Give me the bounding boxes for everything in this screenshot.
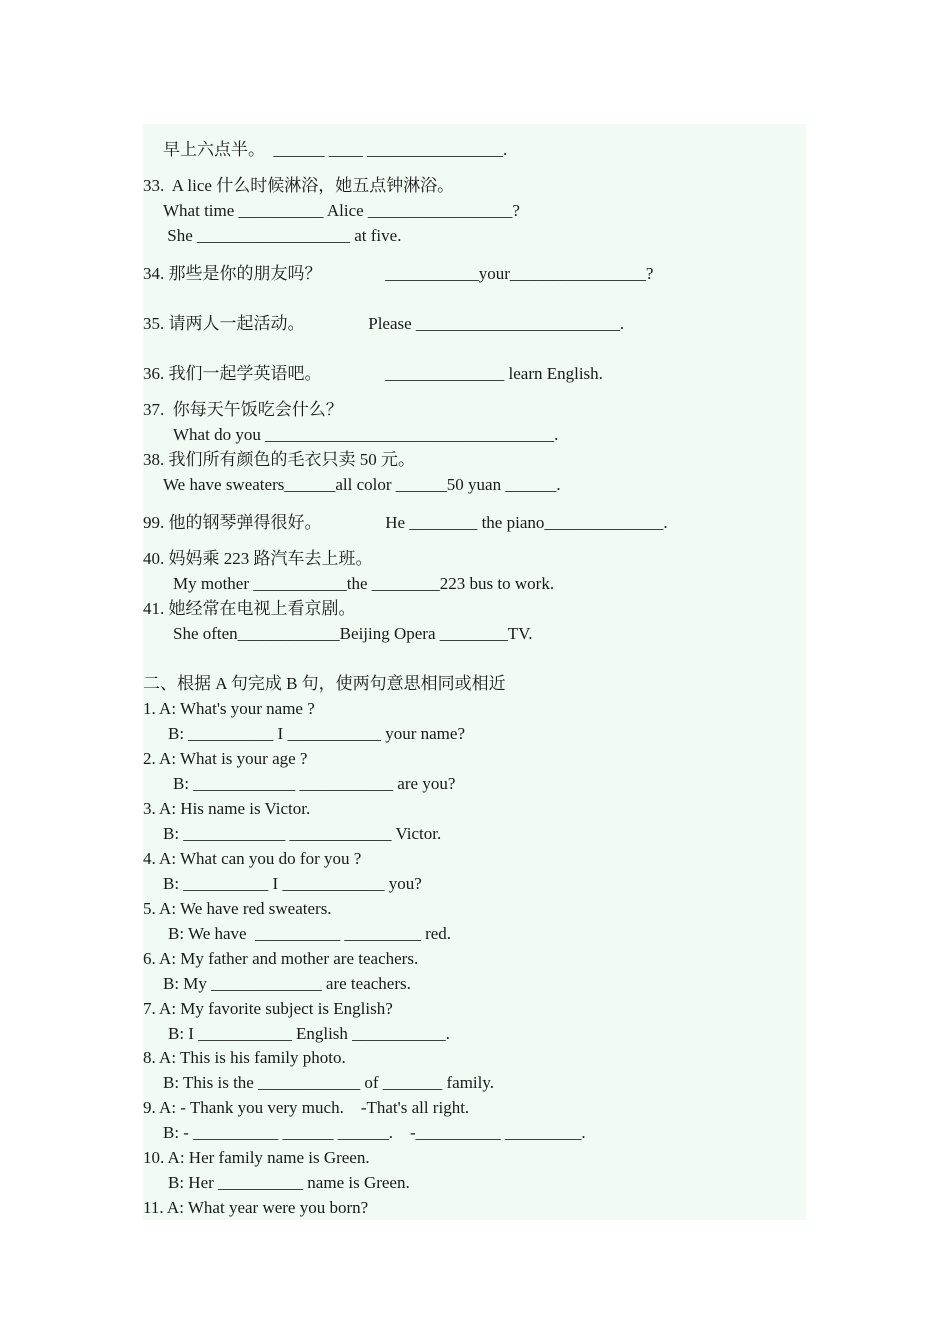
item-a: 11. A: What year were you born? [143, 1198, 369, 1217]
item-b: B: My _____________ are teachers. [163, 974, 411, 993]
item-a: 1. A: What's your name ? [143, 699, 315, 718]
item-a: 4. A: What can you do for you ? [143, 849, 362, 868]
item-a: 6. A: My father and mother are teachers. [143, 949, 419, 968]
exercise-line: She often____________Beijing Opera ________TV. [173, 624, 533, 643]
question-34: 34. 那些是你的朋友吗？ ___________your________________? [143, 264, 654, 283]
question-99: 99. 他的钢琴弹得很好。 He ________ the piano______________. [143, 513, 668, 532]
question-33: 33. A lice 什么时候淋浴，她五点钟淋浴。 [143, 176, 455, 195]
question-40: 40. 妈妈乘 223 路汽车去上班。 [143, 549, 373, 568]
item-a: 3. A: His name is Victor. [143, 799, 311, 818]
question-36: 36. 我们一起学英语吧。 ______________ learn English. [143, 364, 603, 383]
item-b: B: We have __________ _________ red. [168, 924, 452, 943]
exercise-line: What time __________ Alice _________________? [163, 201, 520, 220]
item-a: 2. A: What is your age ? [143, 749, 308, 768]
exercise-line: 早上六点半。 ______ ____ ________________. [163, 140, 508, 159]
question-37: 37. 你每天午饭吃会什么？ [143, 400, 343, 419]
item-a: 5. A: We have red sweaters. [143, 899, 332, 918]
item-b: B: __________ I ___________ your name? [168, 724, 465, 743]
item-b: B: I ___________ English ___________. [168, 1024, 450, 1043]
exercise-line: She __________________ at five. [163, 226, 402, 245]
exercise-line: We have sweaters______all color ______50 yuan ______. [163, 475, 561, 494]
exercise-line: My mother ___________the ________223 bus to work. [173, 574, 555, 593]
exercise-line: What do you __________________________________. [173, 425, 559, 444]
question-41: 41. 她经常在电视上看京剧。 [143, 599, 356, 618]
item-b: B: This is the ____________ of _______ family. [163, 1073, 495, 1092]
item-b: B: __________ I ____________ you? [163, 874, 422, 893]
question-35: 35. 请两人一起活动。 Please ________________________. [143, 314, 625, 333]
item-b: B: ____________ ____________ Victor. [163, 824, 442, 843]
item-a: 8. A: This is his family photo. [143, 1048, 346, 1067]
item-a: 10. A: Her family name is Green. [143, 1148, 370, 1167]
section-heading: 二、根据 A 句完成 B 句，使两句意思相同或相近 [143, 674, 506, 693]
item-a: 7. A: My favorite subject is English? [143, 999, 393, 1018]
question-38: 38. 我们所有颜色的毛衣只卖 50 元。 [143, 450, 415, 469]
item-a: 9. A: - Thank you very much. -That's all right. [143, 1098, 470, 1117]
item-b: B: Her __________ name is Green. [168, 1173, 410, 1192]
item-b: B: ____________ ___________ are you? [173, 774, 456, 793]
item-b: B: - __________ ______ ______. -__________ _________. [163, 1123, 586, 1142]
